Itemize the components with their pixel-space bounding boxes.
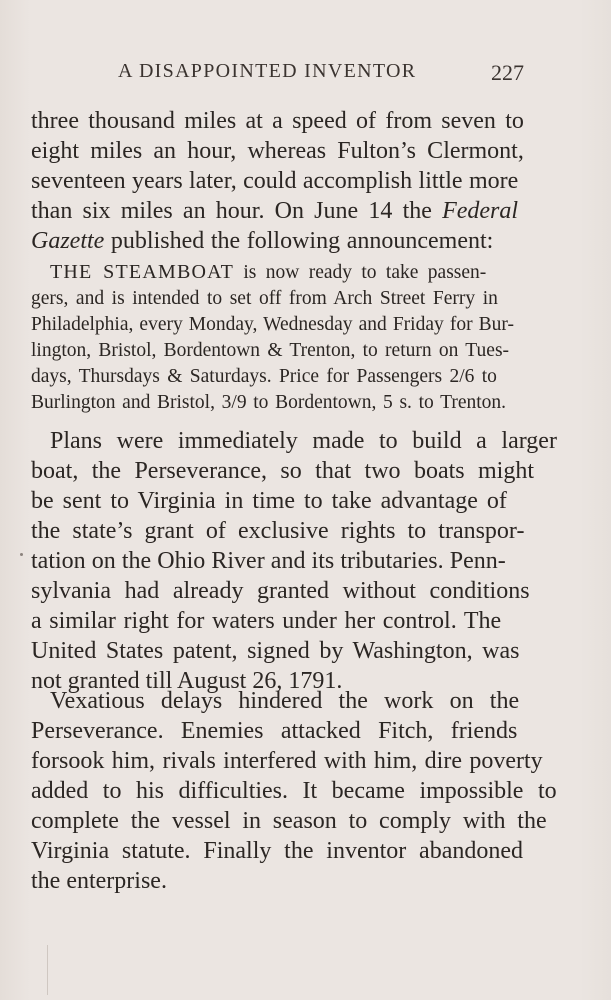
quote-line: Burlington and Bristol, 3/9 to Bordentown, 5 s. to Trenton.	[31, 392, 507, 413]
text-line: added to his difficulties. It became impossible to	[31, 778, 557, 804]
text-line: a similar right for waters under her control. The	[31, 608, 502, 634]
page-header	[0, 60, 611, 92]
margin-speck	[20, 553, 23, 556]
italic-title: Federal	[442, 198, 519, 224]
text-line: not granted till August 26, 1791.	[31, 668, 343, 694]
running-head: A DISAPPOINTED INVENTOR	[118, 60, 417, 82]
text-line: United States patent, signed by Washington, was	[31, 638, 520, 664]
text-line	[31, 226, 493, 256]
text-line	[31, 196, 518, 226]
text-line: the enterprise.	[31, 868, 167, 894]
text-line: complete the vessel in season to comply with the	[31, 808, 547, 834]
text-line: eight miles an hour, whereas Fulton’s Clermont,	[31, 138, 524, 164]
page-number: 227	[491, 60, 524, 85]
quote-line: lington, Bristol, Bordentown & Trenton, to return on Tues-	[31, 340, 510, 361]
text-line: Plans were immediately made to build a larger	[50, 428, 557, 454]
text-line: boat, the Perseverance, so that two boats might	[31, 458, 535, 484]
text-line: forsook him, rivals interfered with him, dire poverty	[31, 748, 543, 774]
text-line: the state’s grant of exclusive rights to transpor-	[31, 518, 525, 544]
text-line: tation on the Ohio River and its tributaries. Penn-	[31, 548, 506, 574]
text-line: Virginia statute. Finally the inventor abandoned	[31, 838, 524, 864]
text-line: three thousand miles at a speed of from seven to	[31, 108, 524, 134]
quote-line: Philadelphia, every Monday, Wednesday and Friday for Bur-	[31, 314, 514, 335]
text-line: Perseverance. Enemies attacked Fitch, friends	[31, 718, 518, 744]
text-segment: than six miles an hour. On June 14 the	[31, 198, 443, 224]
quote-headline: THE STEAMBOAT	[50, 261, 234, 283]
quote-line	[50, 260, 486, 285]
quote-line: days, Thursdays & Saturdays. Price for Passengers 2/6 to	[31, 366, 497, 387]
text-line: Vexatious delays hindered the work on the	[50, 688, 520, 714]
text-segment: published the following announcement:	[104, 228, 494, 254]
page-crease	[47, 945, 48, 995]
text-line: seventeen years later, could accomplish little more	[31, 168, 519, 194]
italic-title: Gazette	[31, 228, 105, 254]
text-line: be sent to Virginia in time to take advantage of	[31, 488, 507, 514]
quote-line: gers, and is intended to set off from Arch Street Ferry in	[31, 288, 498, 309]
text-segment: is now ready to take passen-	[234, 262, 487, 283]
text-line: sylvania had already granted without conditions	[31, 578, 530, 604]
